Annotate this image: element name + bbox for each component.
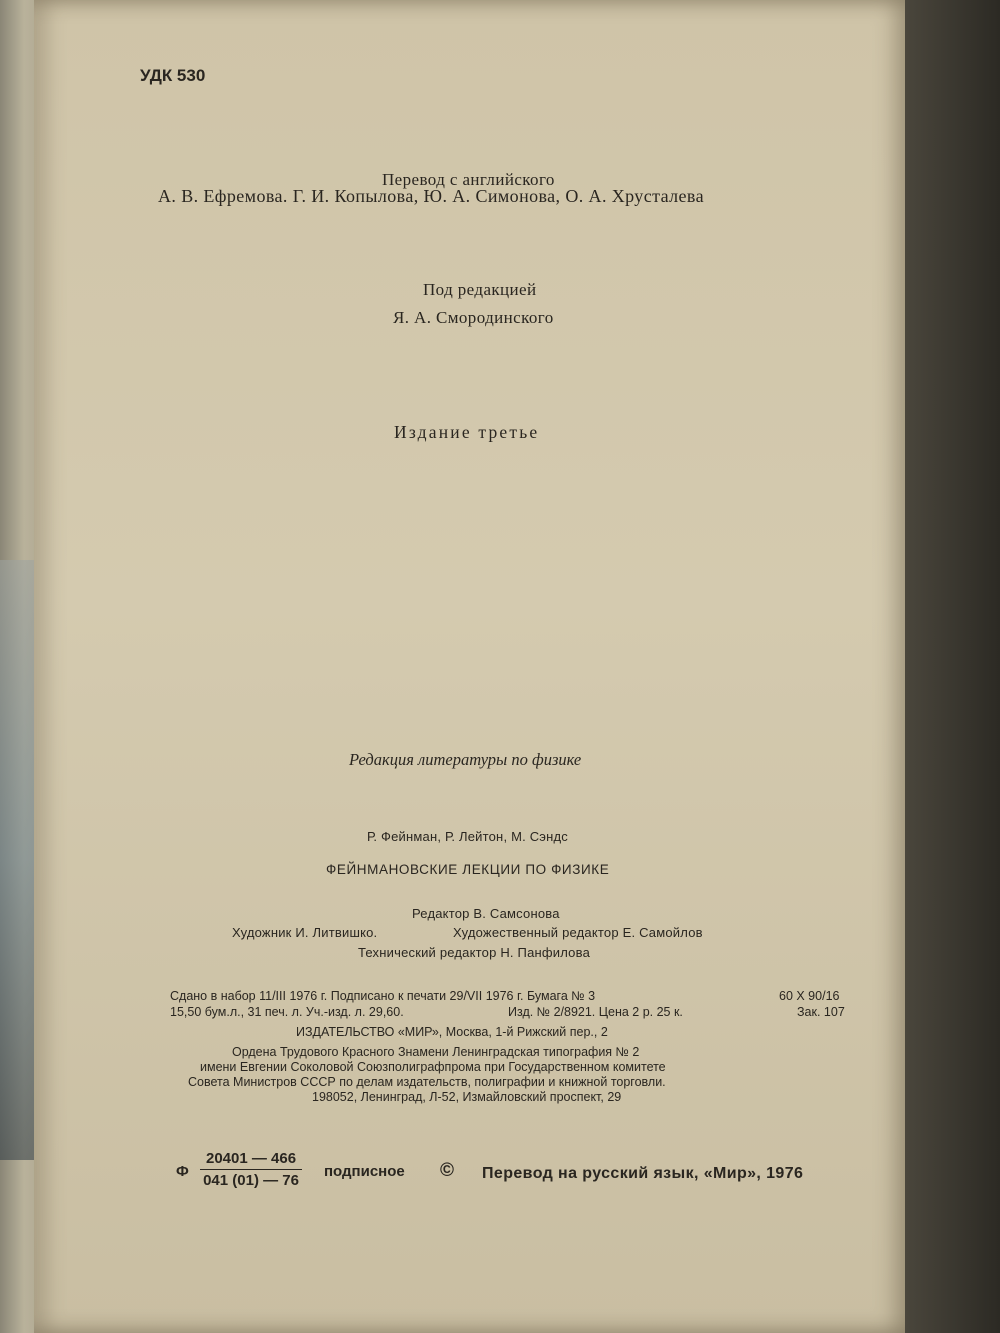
credit-artist: Художник И. Литвишко. [232, 925, 378, 940]
credit-tech-editor: Технический редактор Н. Панфилова [358, 945, 590, 960]
imprint-printer2: имени Евгении Соколовой Союзполиграфпрома при Государственном комитете [200, 1060, 666, 1074]
translators: А. В. Ефремова. Г. И. Копылова, Ю. А. Симонова, О. А. Хрусталева [158, 186, 704, 206]
catalog-fraction [200, 1150, 302, 1189]
imprint-line1: Сдано в набор 11/III 1976 г. Подписано к печати 29/VII 1976 г. Бумага № 3 [170, 989, 596, 1003]
copyright-line: Перевод на русский язык, «Мир», 1976 [482, 1165, 804, 1182]
editor-label: Под редакцией [423, 280, 537, 299]
imprint-format: 60 X 90/16 [779, 989, 840, 1003]
authors: Р. Фейнман, Р. Лейтон, М. Сэндс [367, 829, 569, 844]
imprint-printer1: Ордена Трудового Красного Знамени Ленинградская типография № 2 [232, 1045, 640, 1059]
footer-f-letter: Ф [176, 1163, 189, 1180]
book-title: ФЕЙНМАНОВСКИЕ ЛЕКЦИИ ПО ФИЗИКЕ [326, 862, 610, 877]
imprint-line2b: Изд. № 2/8921. Цена 2 р. 25 к. [508, 1005, 683, 1019]
udk-code: УДК 530 [140, 66, 206, 85]
credit-editor: Редактор В. Самсонова [412, 906, 560, 921]
copyright-symbol: © [440, 1160, 454, 1181]
department: Редакция литературы по физике [349, 750, 582, 769]
editor-name: Я. А. Смородинского [393, 308, 554, 327]
translation-label: Перевод с английского [382, 170, 555, 189]
fraction-numerator: 20401 — 466 [200, 1150, 302, 1170]
imprint-printer3: Совета Министров СССР по делам издательств, полиграфии и книжной торговли. [188, 1075, 666, 1089]
credit-art-editor: Художественный редактор Е. Самойлов [453, 925, 703, 940]
book-cover-right [905, 0, 1000, 1333]
imprint-order: Зак. 107 [797, 1005, 845, 1019]
edition: Издание третье [394, 422, 540, 442]
imprint-printer4: 198052, Ленинград, Л-52, Измайловский проспект, 29 [312, 1090, 622, 1104]
subscription-label: подписное [324, 1163, 405, 1180]
fraction-denominator: 041 (01) — 76 [203, 1172, 299, 1189]
imprint-line2: 15,50 бум.л., 31 печ. л. Уч.-изд. л. 29,60. [170, 1005, 404, 1019]
imprint-publisher: ИЗДАТЕЛЬСТВО «МИР», Москва, 1-й Рижский пер., 2 [296, 1025, 608, 1039]
